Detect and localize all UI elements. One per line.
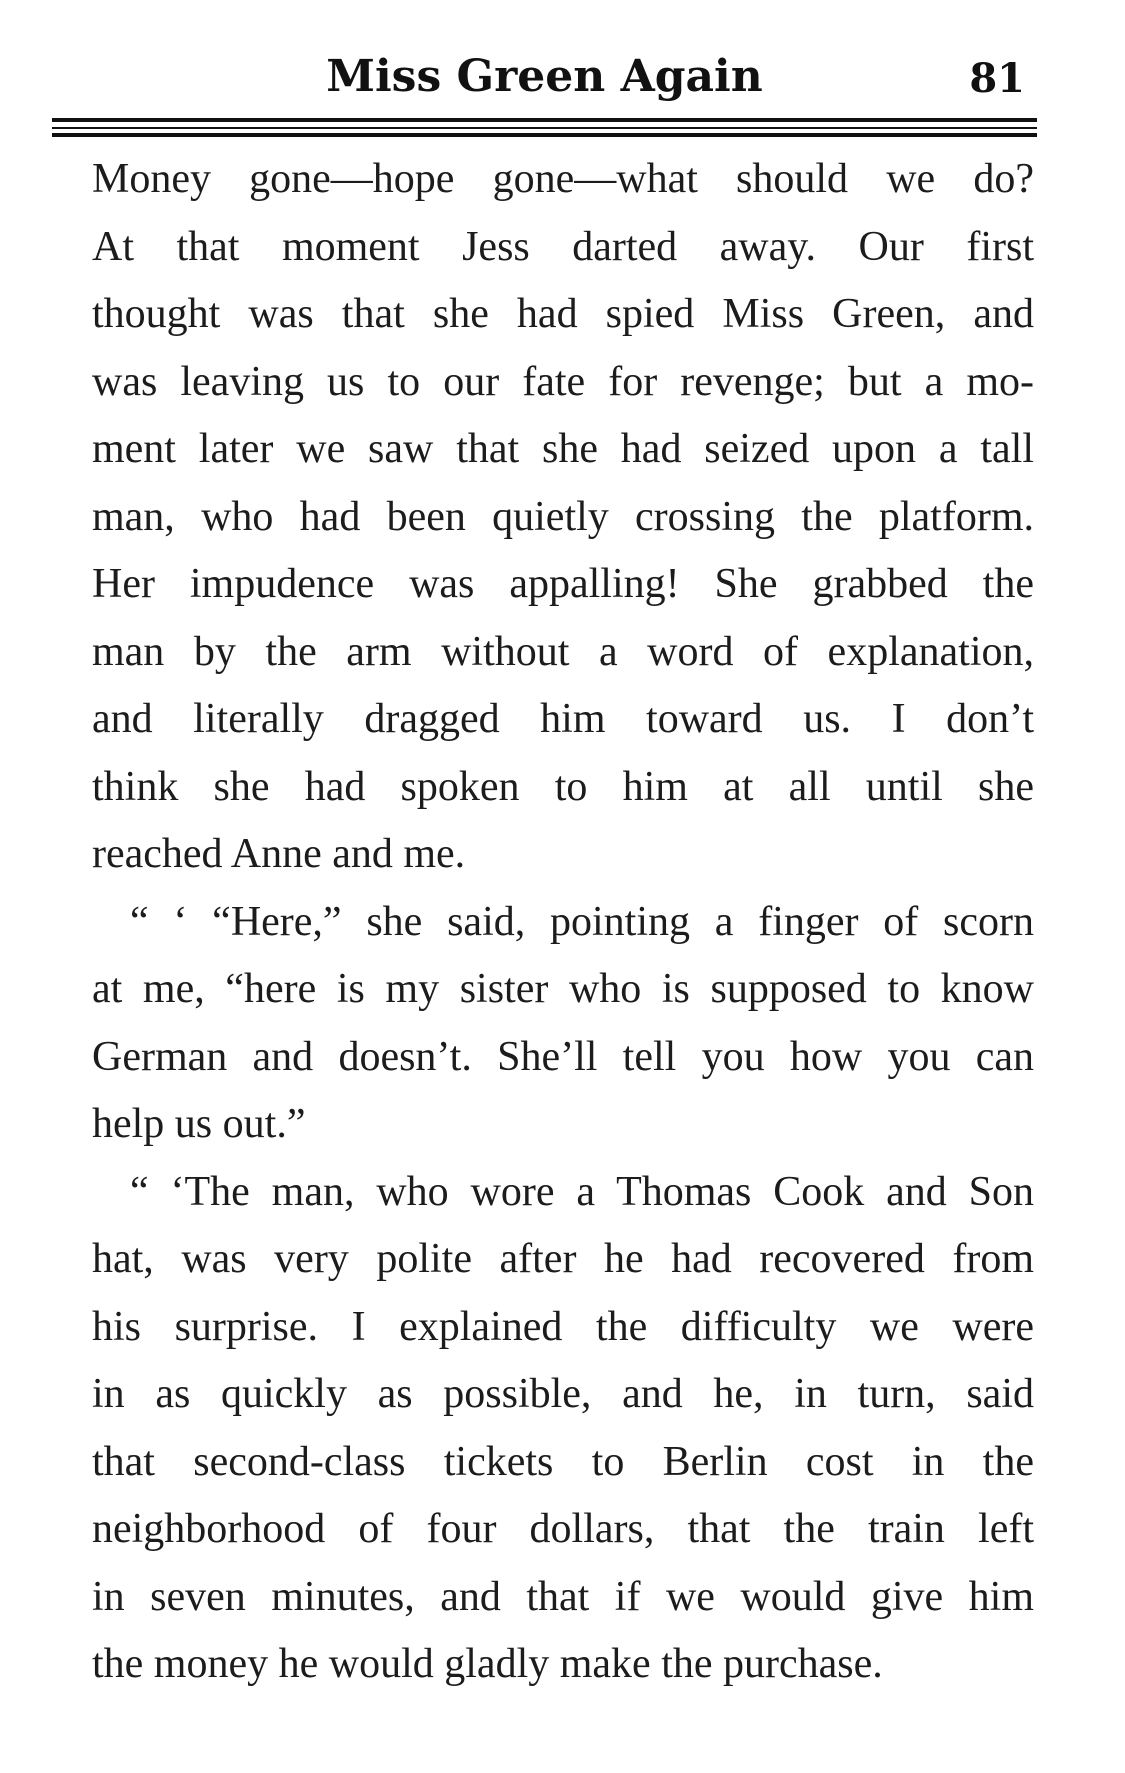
text-line: At that moment Jess darted away. Our first bbox=[92, 223, 1034, 270]
page-header bbox=[52, 42, 1037, 112]
text-line: the money he would gladly make the purchase. bbox=[92, 1641, 883, 1687]
text-line: Money gone—hope gone—what should we do? bbox=[92, 156, 1034, 202]
text-line: in seven minutes, and that if we would give him bbox=[92, 1573, 1034, 1620]
text-line: think she had spoken to him at all until she bbox=[92, 763, 1034, 810]
text-line: man, who had been quietly crossing the platform. bbox=[92, 493, 1034, 540]
text-line: reached Anne and me. bbox=[92, 831, 466, 877]
page-number: 81 bbox=[969, 55, 1025, 102]
text-line: his surprise. I explained the difficulty we were bbox=[92, 1303, 1034, 1350]
text-line: “ ‘The man, who wore a Thomas Cook and Son bbox=[130, 1168, 1034, 1215]
header-rule-top bbox=[52, 118, 1037, 122]
text-line: was leaving us to our fate for revenge; but a mo- bbox=[92, 358, 1034, 405]
text-line: “ ‘ “Here,” she said, pointing a finger of scorn bbox=[130, 898, 1034, 945]
text-line: Her impudence was appalling! She grabbed the bbox=[92, 561, 1034, 607]
text-line: and literally dragged him toward us. I don’t bbox=[92, 696, 1034, 742]
text-line: German and doesn’t. She’ll tell you how you can bbox=[92, 1033, 1034, 1080]
body-text bbox=[92, 146, 1034, 1699]
header-rule-bottom bbox=[52, 133, 1037, 137]
text-line: that second-class tickets to Berlin cost in the bbox=[92, 1438, 1034, 1485]
text-line: ment later we saw that she had seized upon a tall bbox=[92, 426, 1034, 472]
text-line: neighborhood of four dollars, that the train left bbox=[92, 1506, 1034, 1552]
text-line: in as quickly as possible, and he, in turn, said bbox=[92, 1371, 1034, 1417]
text-line: thought was that she had spied Miss Green, and bbox=[92, 291, 1034, 337]
header-rule-middle bbox=[52, 127, 1037, 129]
text-line: man by the arm without a word of explanation, bbox=[92, 628, 1034, 675]
running-title: Miss Green Again bbox=[326, 51, 763, 102]
text-line: hat, was very polite after he had recovered from bbox=[92, 1236, 1034, 1282]
text-line: help us out.” bbox=[92, 1101, 306, 1147]
text-line: at me, “here is my sister who is supposed to know bbox=[92, 966, 1034, 1012]
